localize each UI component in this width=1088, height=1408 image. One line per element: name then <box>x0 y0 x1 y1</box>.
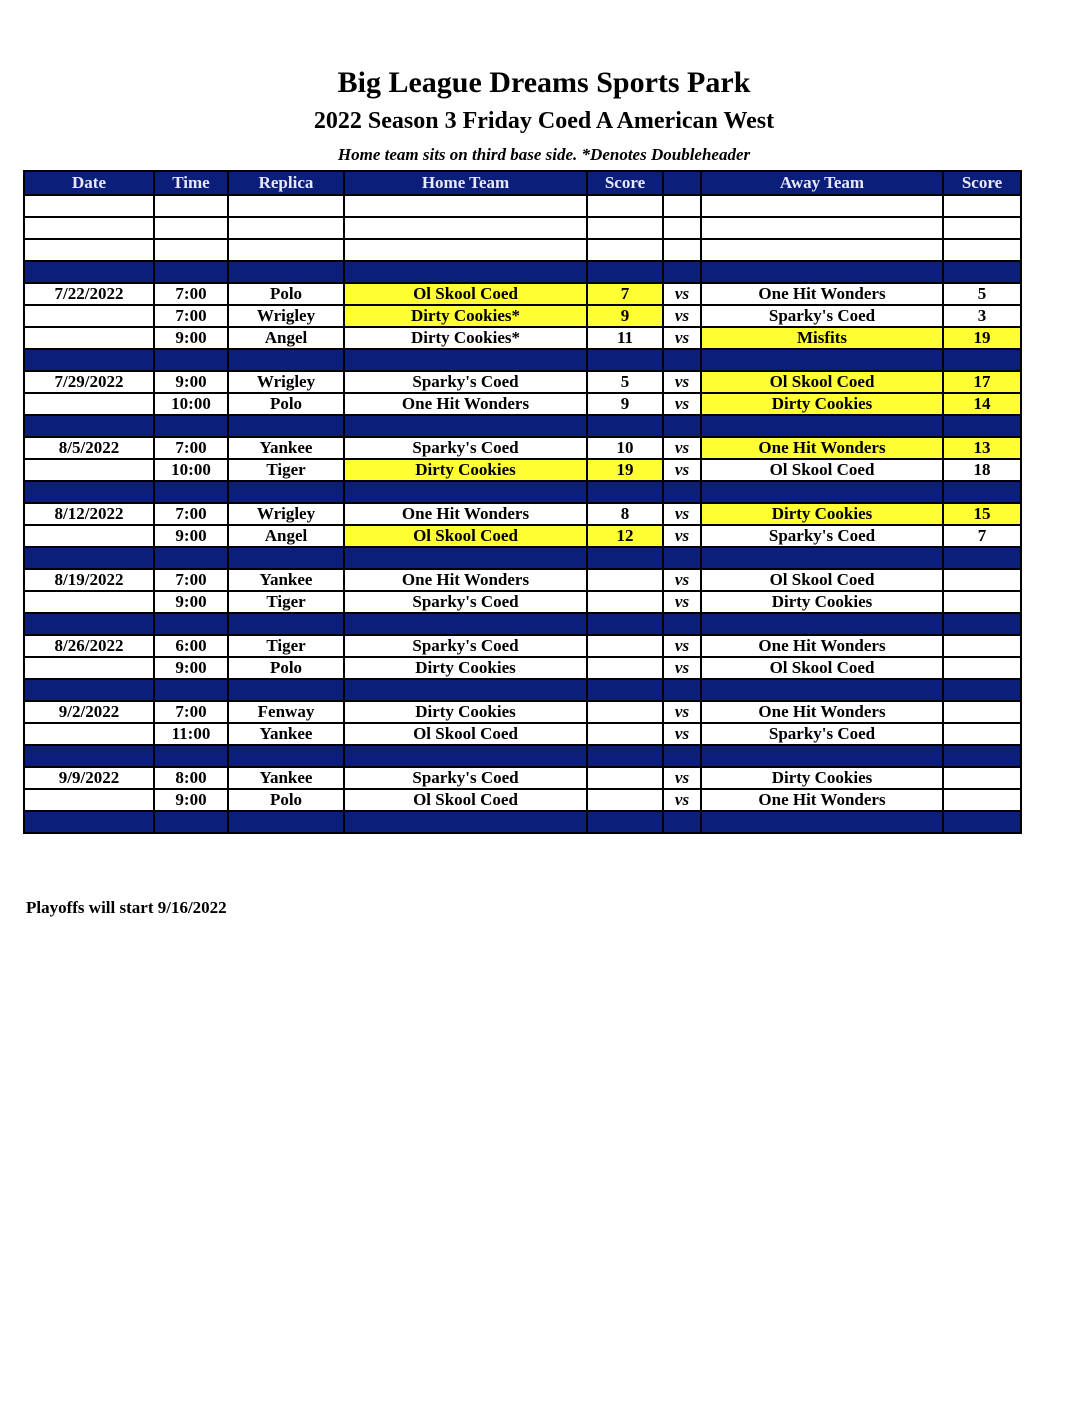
away-team: One Hit Wonders <box>701 701 943 723</box>
away-score <box>943 591 1021 613</box>
home-score: 9 <box>587 305 663 327</box>
game-field: Yankee <box>228 437 344 459</box>
game-time: 8:00 <box>154 767 228 789</box>
separator-row-cell <box>943 613 1021 635</box>
game-row <box>24 723 1021 745</box>
separator-row-cell <box>587 415 663 437</box>
game-field: Tiger <box>228 591 344 613</box>
separator-row-cell <box>344 613 587 635</box>
separator-row-cell <box>663 481 701 503</box>
game-time: 10:00 <box>154 459 228 481</box>
game-row <box>24 789 1021 811</box>
away-team: Dirty Cookies <box>701 767 943 789</box>
home-team: Dirty Cookies <box>344 701 587 723</box>
game-field: Yankee <box>228 723 344 745</box>
blank-row-cell <box>228 217 344 239</box>
game-date: 7/22/2022 <box>24 283 154 305</box>
separator-row-cell <box>587 261 663 283</box>
game-field: Yankee <box>228 569 344 591</box>
home-team: Ol Skool Coed <box>344 525 587 547</box>
game-date <box>24 525 154 547</box>
game-row <box>24 591 1021 613</box>
home-team: One Hit Wonders <box>344 569 587 591</box>
game-date: 9/9/2022 <box>24 767 154 789</box>
blank-row-cell <box>663 217 701 239</box>
away-score: 17 <box>943 371 1021 393</box>
away-team: Sparky's Coed <box>701 723 943 745</box>
blank-row <box>24 195 1021 217</box>
game-field: Tiger <box>228 459 344 481</box>
vs-label: vs <box>663 327 701 349</box>
col-away-team-header: Away Team <box>701 171 943 195</box>
separator-row-cell <box>663 811 701 833</box>
game-time: 10:00 <box>154 393 228 415</box>
separator-row-cell <box>943 415 1021 437</box>
home-score: 9 <box>587 393 663 415</box>
page-title: Big League Dreams Sports Park <box>337 66 751 99</box>
separator-row-cell <box>228 811 344 833</box>
home-team: Dirty Cookies* <box>344 305 587 327</box>
home-team: Sparky's Coed <box>344 767 587 789</box>
home-team: Ol Skool Coed <box>344 723 587 745</box>
blank-row-cell <box>344 239 587 261</box>
blank-row <box>24 239 1021 261</box>
game-date: 7/29/2022 <box>24 371 154 393</box>
separator-row-cell <box>344 547 587 569</box>
separator-row-cell <box>24 261 154 283</box>
game-field: Tiger <box>228 635 344 657</box>
separator-row-cell <box>228 481 344 503</box>
separator-row-cell <box>701 261 943 283</box>
separator-row-cell <box>587 547 663 569</box>
separator-row <box>24 349 1021 371</box>
game-time: 7:00 <box>154 437 228 459</box>
separator-row-cell <box>24 613 154 635</box>
away-score: 13 <box>943 437 1021 459</box>
separator-row-cell <box>587 349 663 371</box>
separator-row-cell <box>701 811 943 833</box>
blank-row-cell <box>228 239 344 261</box>
separator-row-cell <box>24 547 154 569</box>
separator-row-cell <box>943 261 1021 283</box>
separator-row-cell <box>663 613 701 635</box>
away-score: 7 <box>943 525 1021 547</box>
blank-row-cell <box>154 239 228 261</box>
game-row <box>24 525 1021 547</box>
separator-row <box>24 547 1021 569</box>
vs-label: vs <box>663 525 701 547</box>
away-score <box>943 723 1021 745</box>
blank-row-cell <box>701 195 943 217</box>
home-team: Dirty Cookies* <box>344 327 587 349</box>
separator-row-cell <box>943 481 1021 503</box>
away-score <box>943 657 1021 679</box>
away-score <box>943 569 1021 591</box>
separator-row-cell <box>154 745 228 767</box>
away-team: One Hit Wonders <box>701 635 943 657</box>
away-team: Sparky's Coed <box>701 525 943 547</box>
game-time: 11:00 <box>154 723 228 745</box>
game-time: 9:00 <box>154 591 228 613</box>
vs-label: vs <box>663 635 701 657</box>
separator-row-cell <box>943 547 1021 569</box>
separator-row-cell <box>24 811 154 833</box>
game-field: Yankee <box>228 767 344 789</box>
game-date <box>24 723 154 745</box>
separator-row-cell <box>587 679 663 701</box>
home-score: 5 <box>587 371 663 393</box>
blank-row-cell <box>663 239 701 261</box>
blank-row-cell <box>344 195 587 217</box>
blank-row-cell <box>24 195 154 217</box>
blank-row-cell <box>24 239 154 261</box>
separator-row-cell <box>701 349 943 371</box>
game-field: Polo <box>228 789 344 811</box>
game-field: Wrigley <box>228 305 344 327</box>
game-time: 7:00 <box>154 283 228 305</box>
separator-row-cell <box>24 745 154 767</box>
game-row <box>24 393 1021 415</box>
page-subtitle: 2022 Season 3 Friday Coed A American West <box>313 108 775 134</box>
away-team: Ol Skool Coed <box>701 657 943 679</box>
vs-label: vs <box>663 767 701 789</box>
blank-row-cell <box>228 195 344 217</box>
separator-row-cell <box>587 481 663 503</box>
away-team: Dirty Cookies <box>701 393 943 415</box>
separator-row-cell <box>24 679 154 701</box>
game-time: 7:00 <box>154 503 228 525</box>
separator-row-cell <box>154 415 228 437</box>
schedule-body <box>24 195 1021 833</box>
blank-row <box>24 217 1021 239</box>
away-team: Ol Skool Coed <box>701 459 943 481</box>
home-team: Sparky's Coed <box>344 635 587 657</box>
col-away-score-header: Score <box>943 171 1021 195</box>
separator-row-cell <box>701 745 943 767</box>
separator-row-cell <box>228 349 344 371</box>
away-team: Sparky's Coed <box>701 305 943 327</box>
away-team: Ol Skool Coed <box>701 371 943 393</box>
separator-row-cell <box>344 481 587 503</box>
home-score <box>587 657 663 679</box>
game-row <box>24 569 1021 591</box>
blank-row-cell <box>701 217 943 239</box>
home-team: Sparky's Coed <box>344 371 587 393</box>
page-note: Home team sits on third base side. *Denotes Doubleheader <box>337 145 751 164</box>
vs-label: vs <box>663 701 701 723</box>
separator-row <box>24 481 1021 503</box>
home-score <box>587 635 663 657</box>
separator-row <box>24 415 1021 437</box>
home-score: 8 <box>587 503 663 525</box>
vs-label: vs <box>663 657 701 679</box>
game-row <box>24 371 1021 393</box>
game-time: 9:00 <box>154 789 228 811</box>
game-time: 7:00 <box>154 305 228 327</box>
separator-row-cell <box>154 261 228 283</box>
separator-row-cell <box>701 613 943 635</box>
blank-row-cell <box>701 239 943 261</box>
separator-row-cell <box>154 679 228 701</box>
vs-label: vs <box>663 305 701 327</box>
home-score <box>587 789 663 811</box>
separator-row-cell <box>587 745 663 767</box>
home-score: 11 <box>587 327 663 349</box>
separator-row-cell <box>587 811 663 833</box>
separator-row-cell <box>344 349 587 371</box>
blank-row-cell <box>154 217 228 239</box>
game-row <box>24 283 1021 305</box>
separator-row-cell <box>228 261 344 283</box>
separator-row-cell <box>943 811 1021 833</box>
game-time: 9:00 <box>154 525 228 547</box>
separator-row-cell <box>663 349 701 371</box>
away-score <box>943 701 1021 723</box>
separator-row-cell <box>663 547 701 569</box>
home-team: Ol Skool Coed <box>344 283 587 305</box>
game-field: Angel <box>228 525 344 547</box>
game-date: 9/2/2022 <box>24 701 154 723</box>
game-row <box>24 767 1021 789</box>
separator-row-cell <box>154 811 228 833</box>
blank-row-cell <box>663 195 701 217</box>
separator-row-cell <box>587 613 663 635</box>
separator-row-cell <box>24 349 154 371</box>
game-field: Angel <box>228 327 344 349</box>
home-team: Sparky's Coed <box>344 591 587 613</box>
away-score: 3 <box>943 305 1021 327</box>
vs-label: vs <box>663 437 701 459</box>
separator-row-cell <box>228 613 344 635</box>
game-row <box>24 305 1021 327</box>
separator-row-cell <box>663 261 701 283</box>
separator-row-cell <box>154 613 228 635</box>
away-score <box>943 767 1021 789</box>
away-score: 14 <box>943 393 1021 415</box>
blank-row-cell <box>587 217 663 239</box>
blank-row-cell <box>587 239 663 261</box>
game-field: Fenway <box>228 701 344 723</box>
blank-row-cell <box>344 217 587 239</box>
away-team: Dirty Cookies <box>701 591 943 613</box>
separator-row-cell <box>154 481 228 503</box>
game-date <box>24 393 154 415</box>
separator-row-cell <box>943 745 1021 767</box>
game-date: 8/19/2022 <box>24 569 154 591</box>
separator-row-cell <box>344 261 587 283</box>
away-team: One Hit Wonders <box>701 789 943 811</box>
away-team: Ol Skool Coed <box>701 569 943 591</box>
separator-row-cell <box>701 481 943 503</box>
home-team: One Hit Wonders <box>344 503 587 525</box>
game-time: 7:00 <box>154 701 228 723</box>
separator-row-cell <box>154 349 228 371</box>
away-score: 19 <box>943 327 1021 349</box>
separator-row-cell <box>24 415 154 437</box>
playoffs-note: Playoffs will start 9/16/2022 <box>26 898 227 917</box>
away-score <box>943 789 1021 811</box>
home-score <box>587 701 663 723</box>
game-row <box>24 657 1021 679</box>
game-date: 8/5/2022 <box>24 437 154 459</box>
home-team: One Hit Wonders <box>344 393 587 415</box>
separator-row <box>24 679 1021 701</box>
vs-label: vs <box>663 503 701 525</box>
game-row <box>24 635 1021 657</box>
game-date <box>24 591 154 613</box>
home-team: Sparky's Coed <box>344 437 587 459</box>
game-field: Polo <box>228 283 344 305</box>
header-row <box>24 171 1021 195</box>
game-row <box>24 701 1021 723</box>
home-score: 19 <box>587 459 663 481</box>
game-date <box>24 789 154 811</box>
separator-row-cell <box>344 679 587 701</box>
game-time: 9:00 <box>154 657 228 679</box>
game-time: 9:00 <box>154 371 228 393</box>
game-row <box>24 459 1021 481</box>
away-score: 5 <box>943 283 1021 305</box>
separator-row <box>24 261 1021 283</box>
separator-row-cell <box>228 679 344 701</box>
game-date <box>24 459 154 481</box>
blank-row-cell <box>24 217 154 239</box>
separator-row-cell <box>228 547 344 569</box>
separator-row-cell <box>701 547 943 569</box>
home-score <box>587 591 663 613</box>
away-team: One Hit Wonders <box>701 283 943 305</box>
game-date <box>24 657 154 679</box>
separator-row-cell <box>663 679 701 701</box>
game-row <box>24 327 1021 349</box>
game-date <box>24 327 154 349</box>
away-score <box>943 635 1021 657</box>
col-vs-header <box>663 171 701 195</box>
vs-label: vs <box>663 371 701 393</box>
col-date-header: Date <box>24 171 154 195</box>
separator-row <box>24 613 1021 635</box>
vs-label: vs <box>663 789 701 811</box>
blank-row-cell <box>587 195 663 217</box>
separator-row-cell <box>663 745 701 767</box>
col-replica-header: Replica <box>228 171 344 195</box>
separator-row-cell <box>154 547 228 569</box>
game-row <box>24 503 1021 525</box>
blank-row-cell <box>943 217 1021 239</box>
vs-label: vs <box>663 393 701 415</box>
separator-row-cell <box>943 349 1021 371</box>
separator-row-cell <box>943 679 1021 701</box>
away-team: Dirty Cookies <box>701 503 943 525</box>
home-score <box>587 767 663 789</box>
away-score: 18 <box>943 459 1021 481</box>
home-score: 10 <box>587 437 663 459</box>
separator-row-cell <box>663 415 701 437</box>
separator-row-cell <box>228 745 344 767</box>
game-field: Wrigley <box>228 371 344 393</box>
separator-row-cell <box>24 481 154 503</box>
game-field: Polo <box>228 657 344 679</box>
col-home-team-header: Home Team <box>344 171 587 195</box>
vs-label: vs <box>663 723 701 745</box>
col-home-score-header: Score <box>587 171 663 195</box>
game-row <box>24 437 1021 459</box>
separator-row <box>24 745 1021 767</box>
away-team: Misfits <box>701 327 943 349</box>
blank-row-cell <box>154 195 228 217</box>
separator-row <box>24 811 1021 833</box>
game-field: Wrigley <box>228 503 344 525</box>
game-date <box>24 305 154 327</box>
separator-row-cell <box>344 811 587 833</box>
separator-row-cell <box>228 415 344 437</box>
game-time: 7:00 <box>154 569 228 591</box>
separator-row-cell <box>344 745 587 767</box>
vs-label: vs <box>663 459 701 481</box>
game-field: Polo <box>228 393 344 415</box>
home-team: Dirty Cookies <box>344 459 587 481</box>
game-time: 6:00 <box>154 635 228 657</box>
separator-row-cell <box>701 415 943 437</box>
home-team: Dirty Cookies <box>344 657 587 679</box>
game-date: 8/26/2022 <box>24 635 154 657</box>
blank-row-cell <box>943 195 1021 217</box>
schedule-table <box>23 170 1022 834</box>
away-score: 15 <box>943 503 1021 525</box>
game-time: 9:00 <box>154 327 228 349</box>
game-date: 8/12/2022 <box>24 503 154 525</box>
blank-row-cell <box>943 239 1021 261</box>
home-score: 7 <box>587 283 663 305</box>
home-score <box>587 723 663 745</box>
vs-label: vs <box>663 283 701 305</box>
home-score: 12 <box>587 525 663 547</box>
separator-row-cell <box>701 679 943 701</box>
separator-row-cell <box>344 415 587 437</box>
vs-label: vs <box>663 591 701 613</box>
col-time-header: Time <box>154 171 228 195</box>
home-score <box>587 569 663 591</box>
away-team: One Hit Wonders <box>701 437 943 459</box>
home-team: Ol Skool Coed <box>344 789 587 811</box>
vs-label: vs <box>663 569 701 591</box>
